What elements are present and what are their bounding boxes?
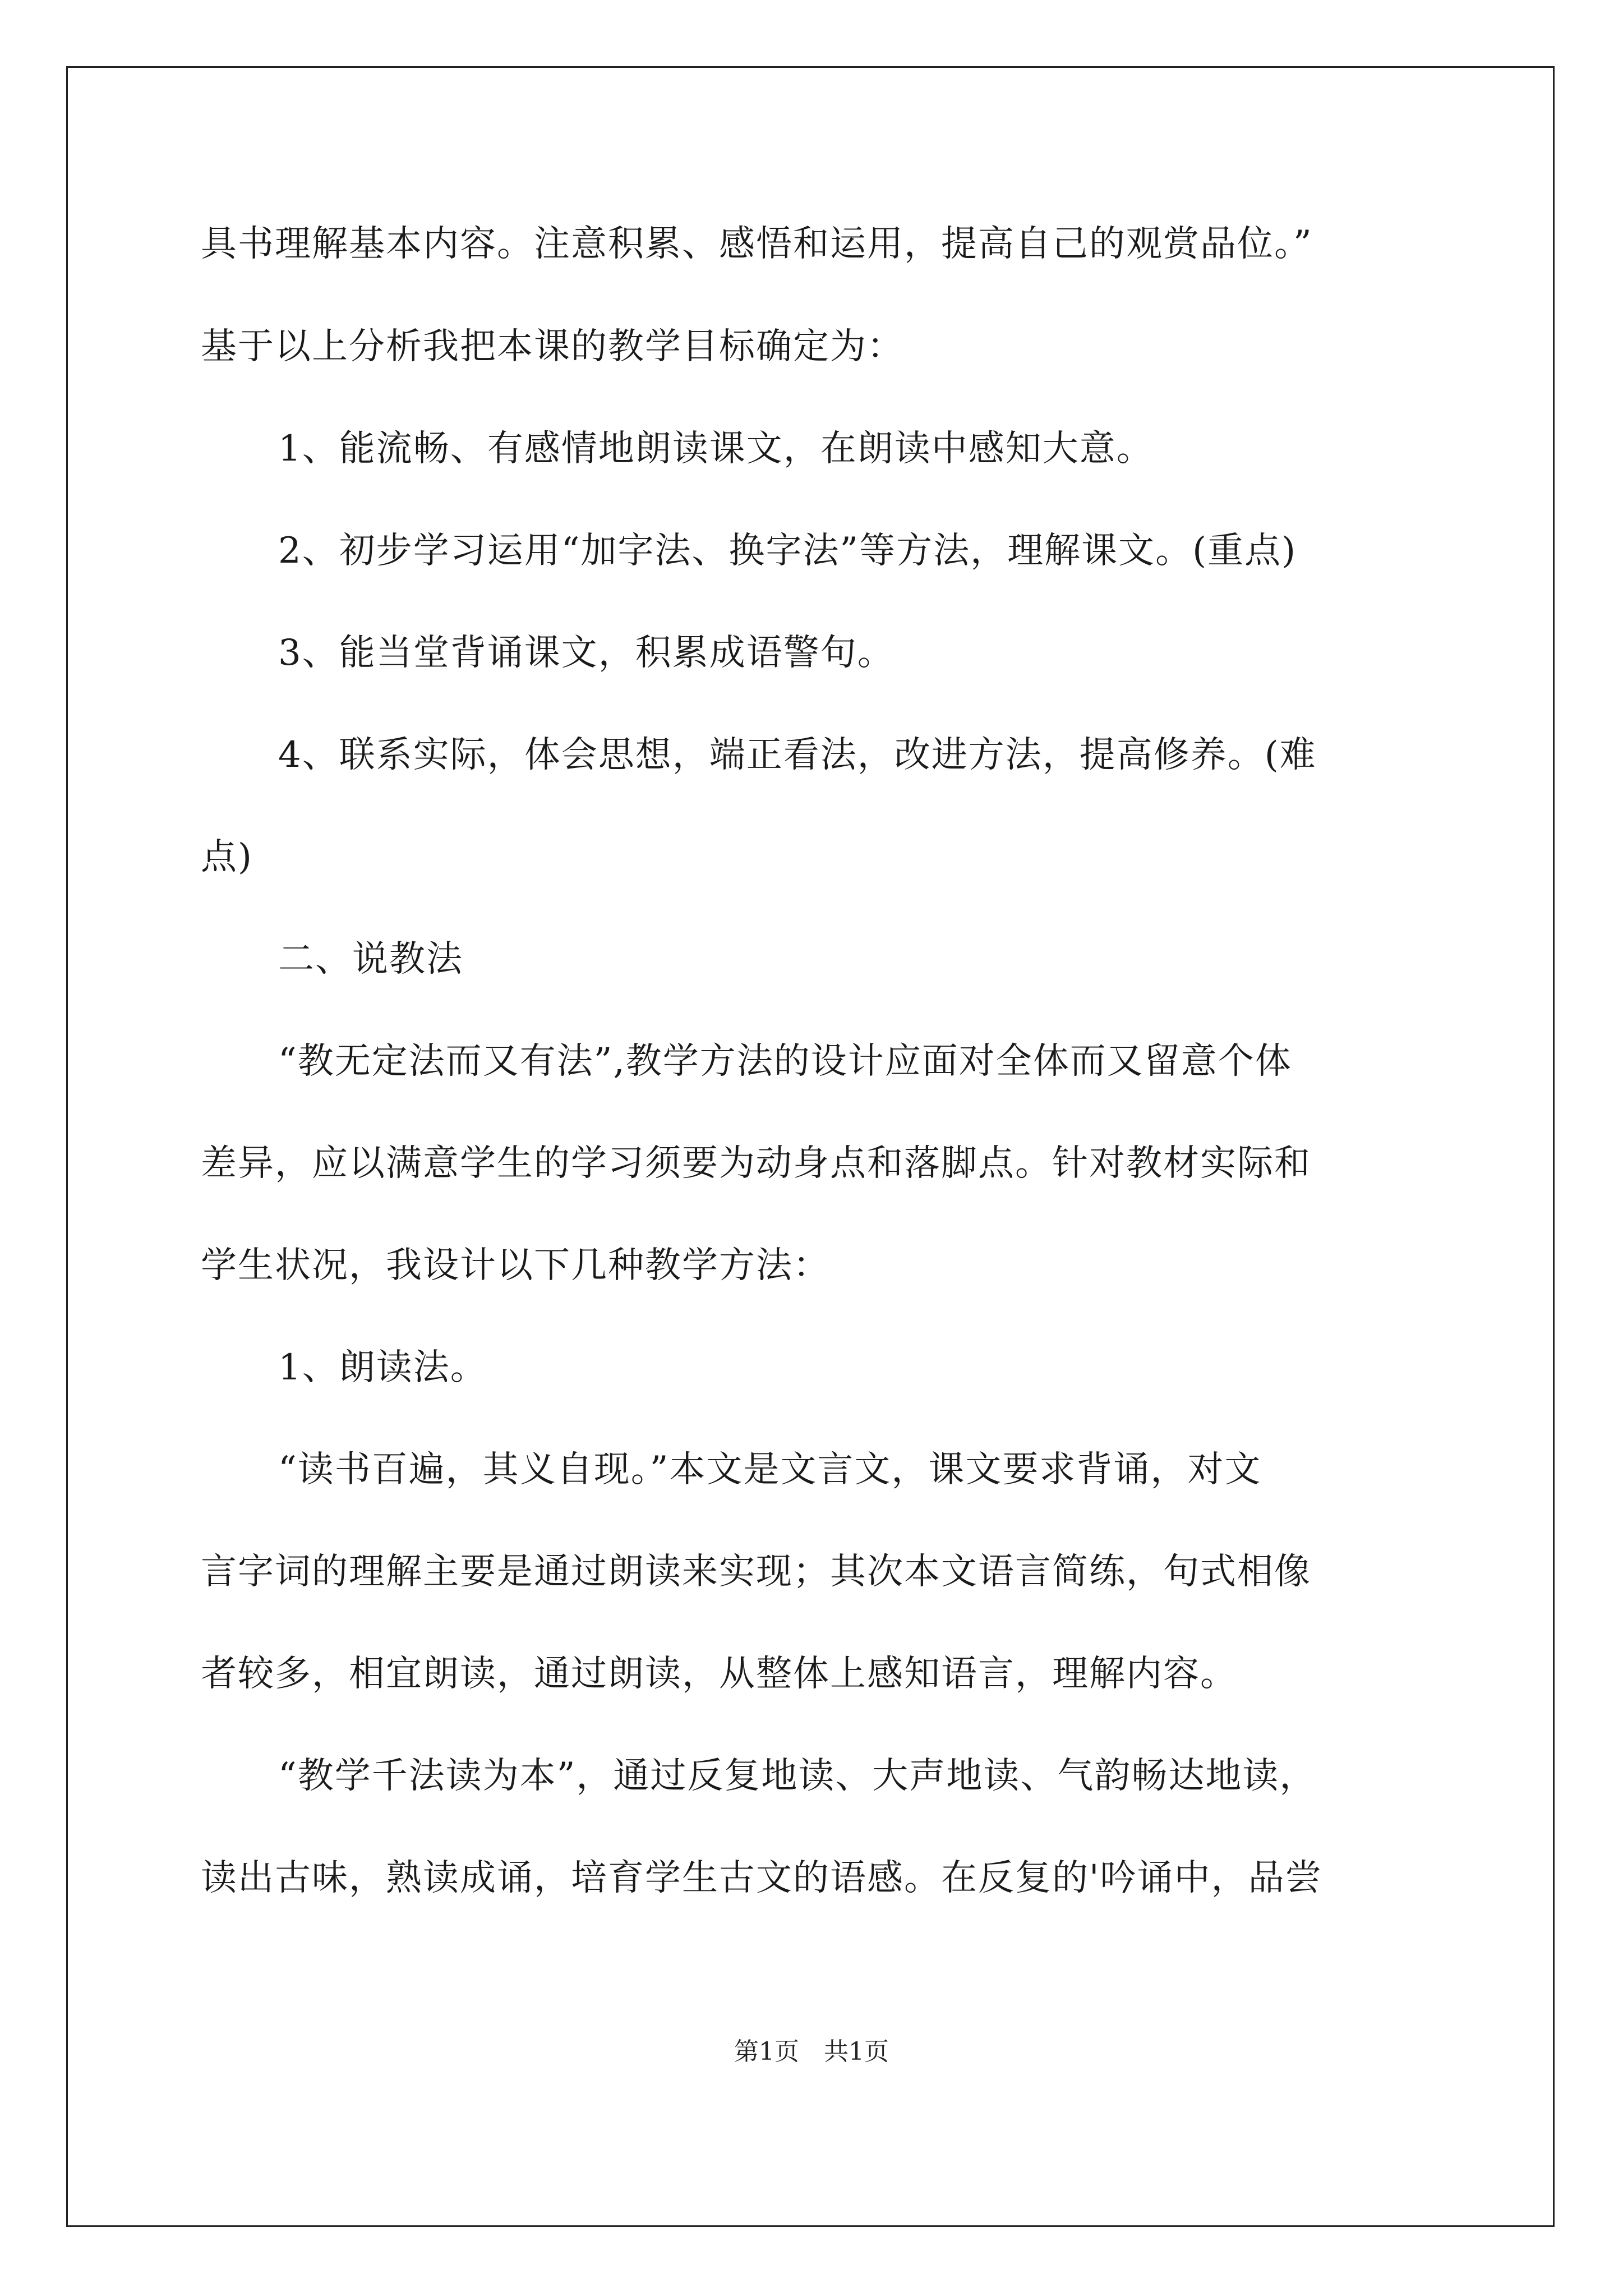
text-line: 点) (201, 836, 253, 878)
text-line: 3、能当堂背诵课文，积累成语警句。 (278, 632, 895, 674)
text-line: 者较多，相宜朗读，通过朗读，从整体上感知语言，理解内容。 (201, 1653, 1237, 1695)
page-footer: 第1页 共1页 (734, 2037, 889, 2066)
section-heading: 二、说教法 (278, 938, 463, 980)
text-line: “读书百遍，其义自现。”本文是文言文，课文要求背诵，对文 (278, 1449, 1262, 1490)
text-line: 基于以上分析我把本课的教学目标确定为： (201, 326, 904, 367)
text-line: “教无定法而又有法”,教学方法的设计应面对全体而又留意个体 (278, 1041, 1292, 1082)
text-line: 言字词的理解主要是通过朗读来实现；其次本文语言简练，句式相像 (201, 1551, 1311, 1593)
text-line: 学生状况，我设计以下几种教学方法： (201, 1245, 830, 1286)
text-line: 4、联系实际，体会思想，端正看法，改进方法，提高修养。(难 (278, 734, 1317, 776)
text-line: 1、朗读法。 (278, 1347, 487, 1388)
text-line: 1、能流畅、有感情地朗读课文，在朗读中感知大意。 (278, 428, 1154, 470)
text-line: “教学千法读为本”，通过反复地读、大声地读、气韵畅达地读， (278, 1755, 1317, 1797)
text-line: 2、初步学习运用“加字法、换字法”等方法，理解课文。(重点) (278, 530, 1297, 572)
text-line: 差异，应以满意学生的学习须要为动身点和落脚点。针对教材实际和 (201, 1143, 1311, 1184)
text-line: 读出古味，熟读成诵，培育学生古文的语感。在反复的'吟诵中，品尝 (201, 1857, 1322, 1899)
text-line: 具书理解基本内容。注意积累、感悟和运用，提高自己的观赏品位。” (201, 223, 1313, 265)
